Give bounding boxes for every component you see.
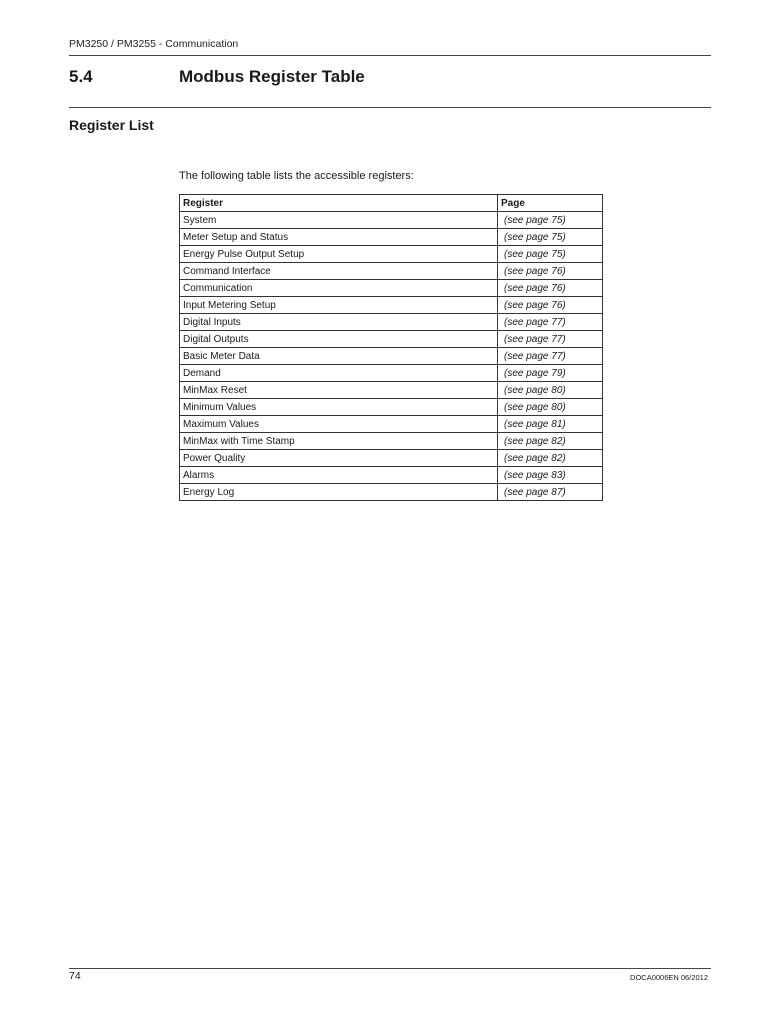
table-body bbox=[180, 212, 603, 501]
register-name: Basic Meter Data bbox=[180, 348, 498, 365]
page-reference-link[interactable]: (see page 80) bbox=[498, 382, 603, 399]
table-row bbox=[180, 467, 603, 484]
table-row bbox=[180, 416, 603, 433]
register-name: Energy Pulse Output Setup bbox=[180, 246, 498, 263]
footer-rule bbox=[69, 968, 711, 969]
page-reference-link[interactable]: (see page 76) bbox=[498, 280, 603, 297]
register-name: Digital Outputs bbox=[180, 331, 498, 348]
register-name: Power Quality bbox=[180, 450, 498, 467]
table-row bbox=[180, 314, 603, 331]
subheading: Register List bbox=[69, 117, 154, 133]
page-reference-link[interactable]: (see page 81) bbox=[498, 416, 603, 433]
table-row bbox=[180, 399, 603, 416]
register-name: Maximum Values bbox=[180, 416, 498, 433]
register-name: Demand bbox=[180, 365, 498, 382]
table-row bbox=[180, 297, 603, 314]
table-row bbox=[180, 331, 603, 348]
table-row bbox=[180, 280, 603, 297]
register-table bbox=[179, 194, 603, 501]
page-reference-link[interactable]: (see page 82) bbox=[498, 450, 603, 467]
page-reference-link[interactable]: (see page 76) bbox=[498, 263, 603, 280]
page-number: 74 bbox=[69, 970, 81, 982]
page-reference-link[interactable]: (see page 87) bbox=[498, 484, 603, 501]
section-number: 5.4 bbox=[69, 67, 93, 86]
page-reference-link[interactable]: (see page 80) bbox=[498, 399, 603, 416]
column-header-register: Register bbox=[180, 195, 498, 212]
table-row bbox=[180, 450, 603, 467]
intro-text: The following table lists the accessible registers: bbox=[179, 170, 414, 182]
page-reference-link[interactable]: (see page 83) bbox=[498, 467, 603, 484]
running-head: PM3250 / PM3255 - Communication bbox=[69, 38, 239, 50]
table-row bbox=[180, 348, 603, 365]
register-name: Meter Setup and Status bbox=[180, 229, 498, 246]
register-name: Digital Inputs bbox=[180, 314, 498, 331]
register-name: MinMax with Time Stamp bbox=[180, 433, 498, 450]
page-reference-link[interactable]: (see page 77) bbox=[498, 348, 603, 365]
header-rule bbox=[69, 55, 711, 56]
column-header-page: Page bbox=[498, 195, 603, 212]
register-name: Communication bbox=[180, 280, 498, 297]
page-reference-link[interactable]: (see page 77) bbox=[498, 331, 603, 348]
register-name: Minimum Values bbox=[180, 399, 498, 416]
table-row bbox=[180, 212, 603, 229]
register-name: Alarms bbox=[180, 467, 498, 484]
table-row bbox=[180, 263, 603, 280]
table-row bbox=[180, 382, 603, 399]
document-reference: DOCA0006EN 06/2012 bbox=[630, 973, 708, 982]
table-row bbox=[180, 365, 603, 382]
page-reference-link[interactable]: (see page 77) bbox=[498, 314, 603, 331]
register-name: Command Interface bbox=[180, 263, 498, 280]
register-name: Energy Log bbox=[180, 484, 498, 501]
page-reference-link[interactable]: (see page 82) bbox=[498, 433, 603, 450]
table-row bbox=[180, 229, 603, 246]
section-rule bbox=[69, 107, 711, 108]
table-row bbox=[180, 246, 603, 263]
section-title: Modbus Register Table bbox=[179, 67, 365, 86]
register-name: Input Metering Setup bbox=[180, 297, 498, 314]
page-reference-link[interactable]: (see page 76) bbox=[498, 297, 603, 314]
register-name: MinMax Reset bbox=[180, 382, 498, 399]
register-name: System bbox=[180, 212, 498, 229]
page-reference-link[interactable]: (see page 75) bbox=[498, 212, 603, 229]
page-reference-link[interactable]: (see page 79) bbox=[498, 365, 603, 382]
table-row bbox=[180, 433, 603, 450]
table-row bbox=[180, 484, 603, 501]
page-reference-link[interactable]: (see page 75) bbox=[498, 246, 603, 263]
table-header-row bbox=[180, 195, 603, 212]
page-reference-link[interactable]: (see page 75) bbox=[498, 229, 603, 246]
